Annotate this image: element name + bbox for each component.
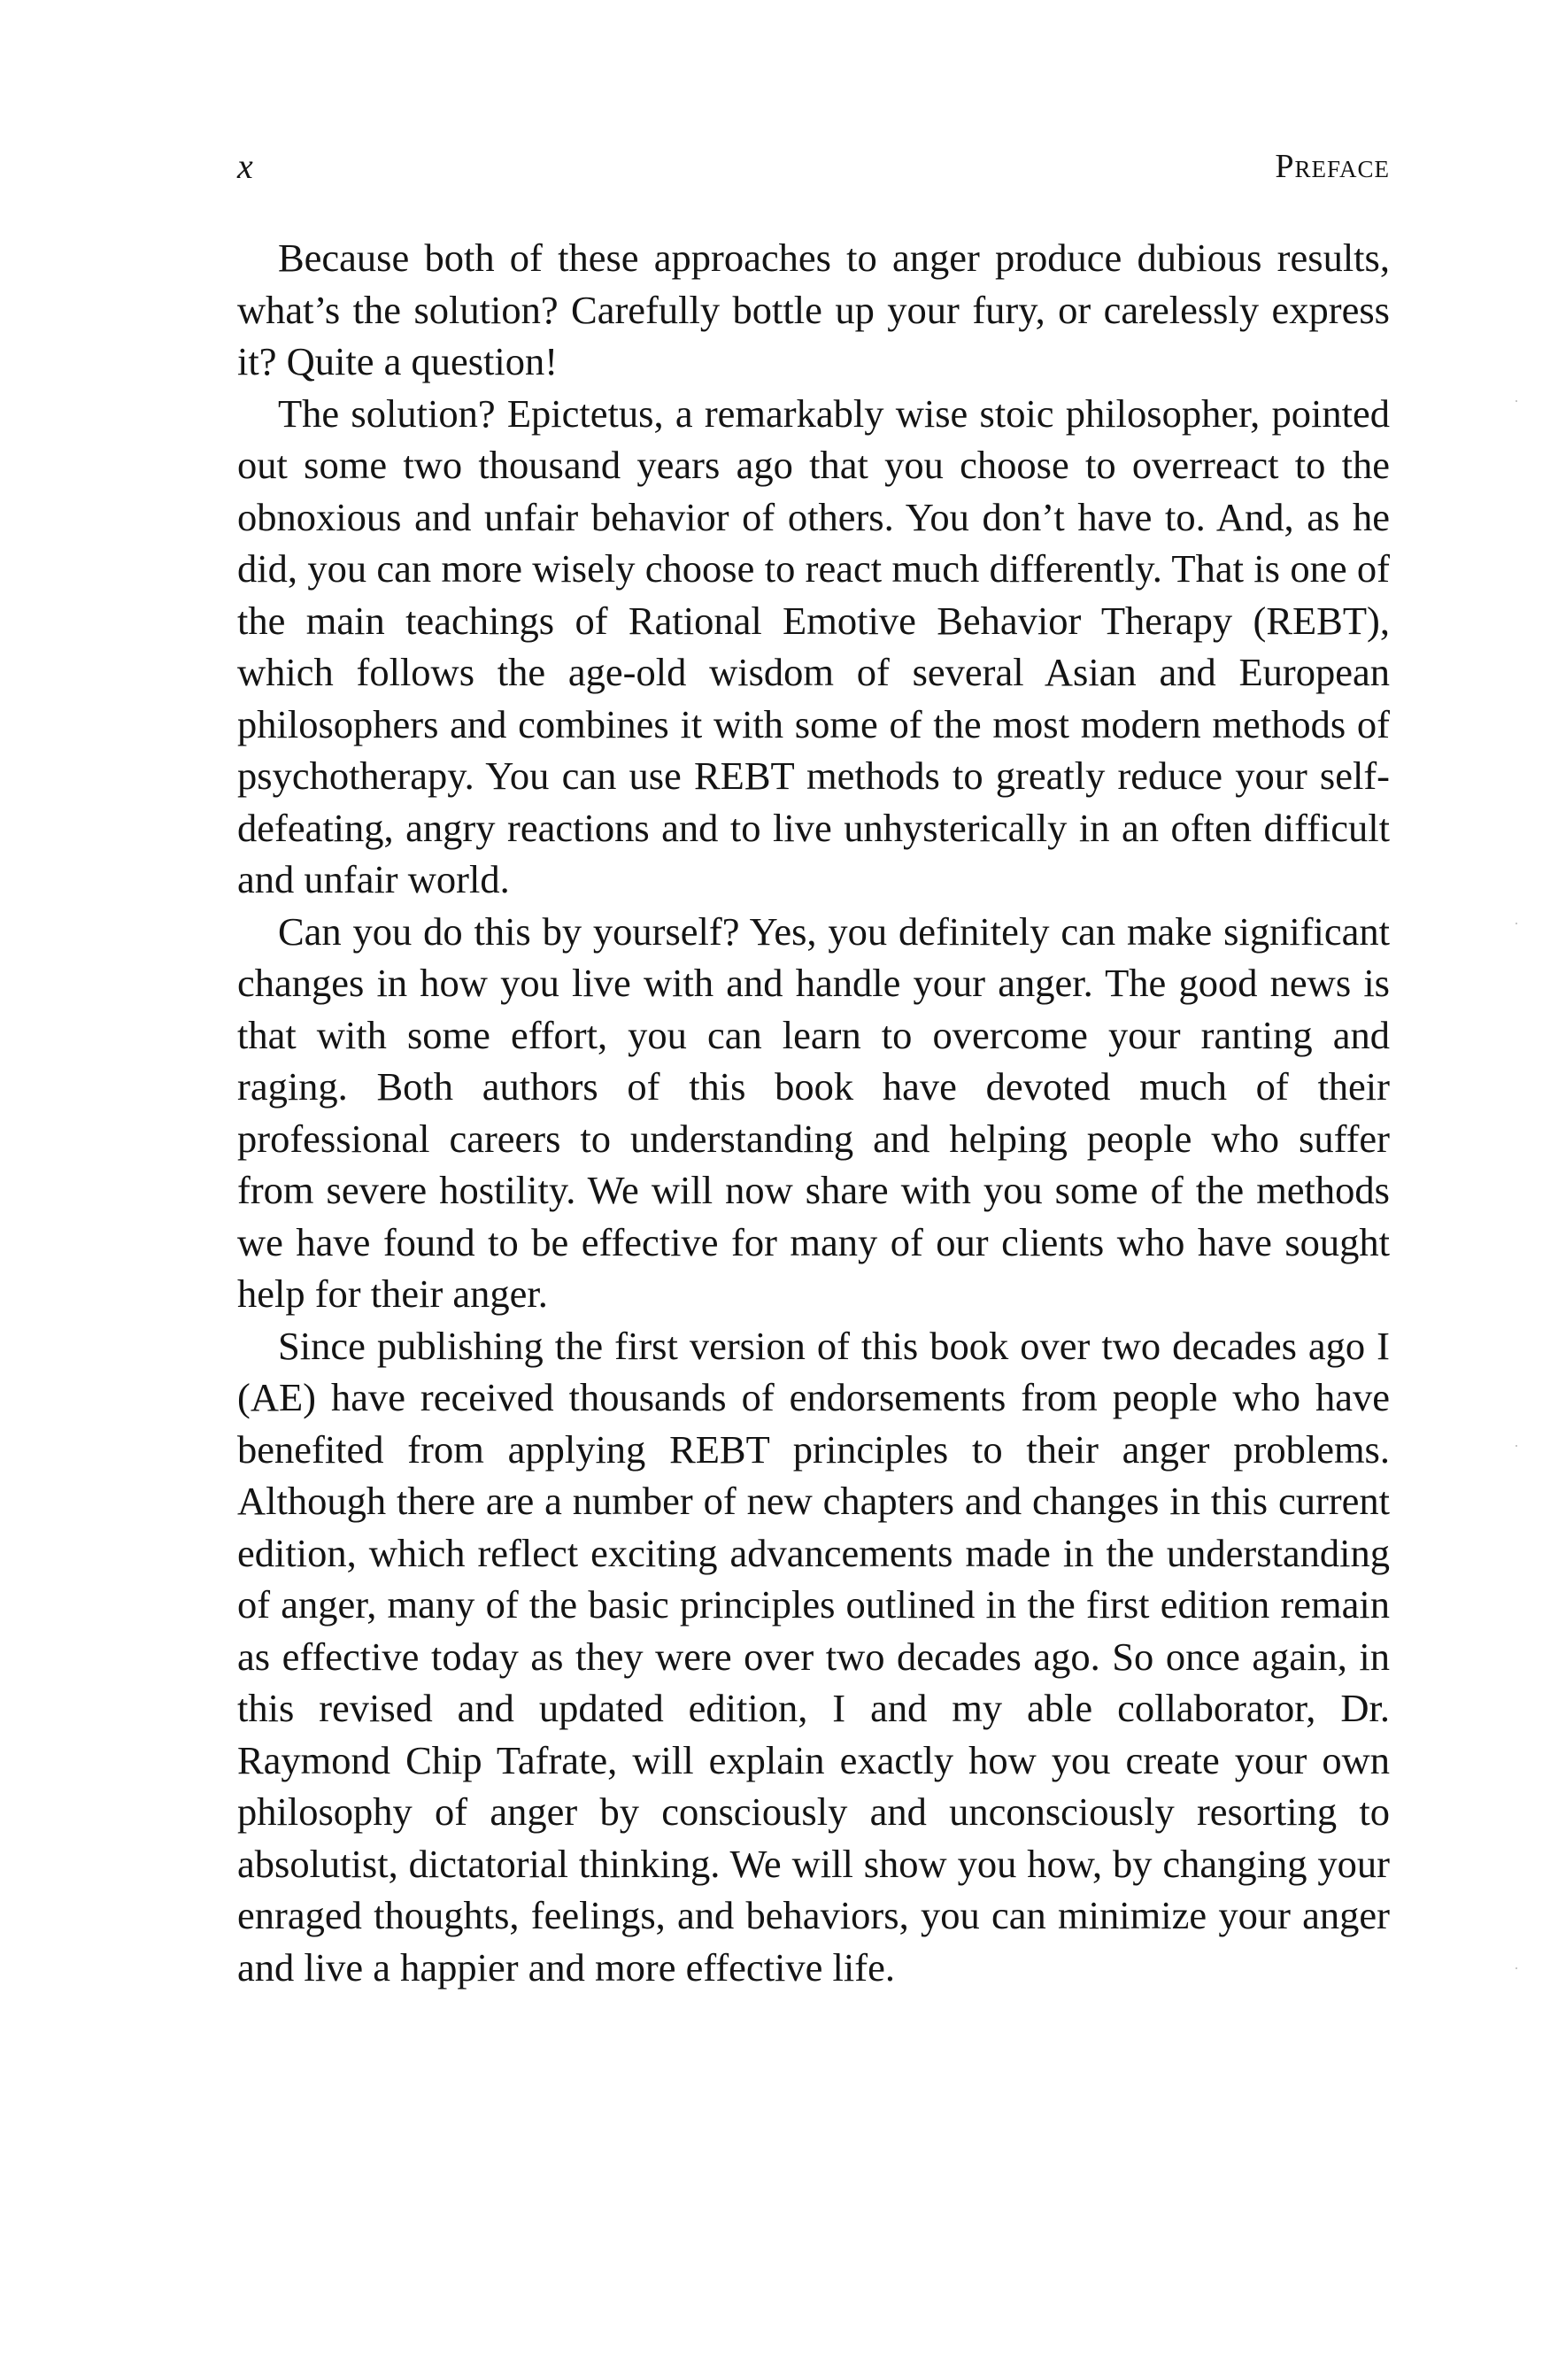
paragraph-4: Since publishing the first version of this book over two decades ago I (AE) have received thousands of endorsements from people who have benefited from applying REBT principles to their anger problems. Although there are a number of new chapters and changes in this current edition, which reflect exciting advancements made in the understanding of anger, many of the basic principles outlined in the first edition remain as effective today as they were over two decades ago. So once again, in this revised and updated edition, I and my able collaborator, Dr. Raymond Chip Tafrate, will explain exactly how you create your own philosophy of anger by consciously and unconsciously resorting to absolutist, dictatorial thinking. We will show you how, by changing your enraged thoughts, feelings, and behaviors, you can minimize your anger and live a happier and more effective life. (237, 1323, 1390, 1990)
page-number: x (237, 146, 253, 186)
paragraph-3: Can you do this by yourself? Yes, you definitely can make significant changes in how you live with and handle your anger. The good news is that with some effort, you can learn to overcome your ranting and raging. Both authors of this book have devoted much of their professional careers to understanding and helping people who suffer from severe hostility. We will now share with you some of the methods we have found to be effective for many of our clients who have sought help for their anger. (237, 908, 1390, 1316)
paragraph-1: Because both of these approaches to anger produce dubious results, what’s the solution? Carefully bottle up your fury, or carelessly express it? Quite a question! (237, 236, 1390, 383)
running-head (237, 140, 1390, 193)
body-text (237, 232, 1390, 1993)
paragraph-2: The solution? Epictetus, a remarkably wise stoic philosopher, pointed out some two thousand years ago that you choose to overreact to the obnoxious and unfair behavior of others. You don’t have to. And, as he did, you can more wisely choose to react much differently. That is one of the main teachings of Rational Emotive Behavior Therapy (REBT), which follows the age-old wisdom of several Asian and European philosophers and combines it with some of the most modern methods of psychotherapy. You can use REBT methods to greatly reduce your self-defeating, angry reactions and to live unhysterically in an often difficult and unfair world. (237, 390, 1390, 901)
section-title: Preface (1275, 148, 1390, 185)
